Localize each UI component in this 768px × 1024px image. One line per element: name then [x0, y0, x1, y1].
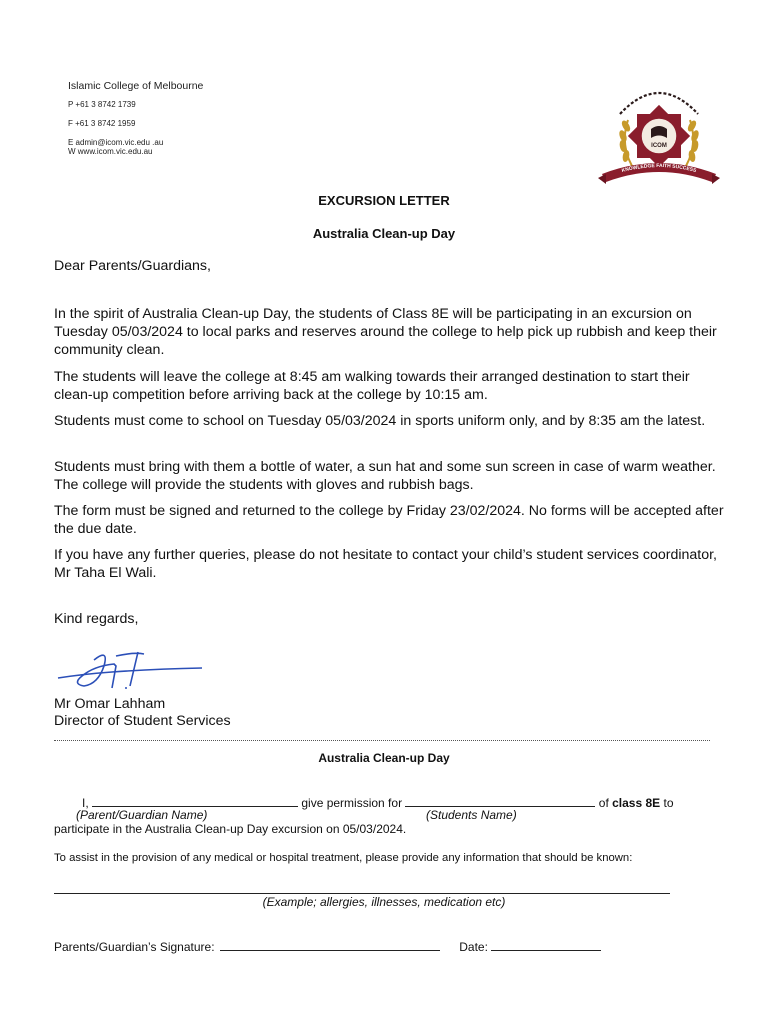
parent-name-field[interactable] — [92, 793, 298, 807]
parent-name-caption: (Parent/Guardian Name) — [76, 808, 208, 822]
class-label: class 8E — [612, 796, 661, 810]
phone-number: P +61 3 8742 1739 — [68, 100, 136, 109]
signature-field[interactable] — [220, 937, 440, 951]
of-label: of — [598, 796, 609, 810]
signer-title: Director of Student Services — [54, 713, 231, 729]
example-caption: (Example; allergies, illnesses, medication etc) — [262, 895, 506, 909]
letter-title: EXCURSION LETTER — [318, 193, 450, 208]
letter-subtitle: Australia Clean-up Day — [312, 226, 456, 241]
signature-row — [54, 937, 601, 954]
fax-number: F +61 3 8742 1959 — [68, 119, 136, 128]
signature-label: Parents/Guardian’s Signature: — [54, 940, 215, 954]
paragraph-schedule: The students will leave the college at 8:45 am walking towards their arranged destination to start their clean-up competition before arriving back at the college by 10:15 am. — [54, 369, 690, 403]
greeting: Dear Parents/Guardians, — [54, 258, 211, 274]
to-label: to — [663, 796, 674, 810]
closing: Kind regards, — [54, 611, 139, 627]
contact-block — [68, 80, 328, 156]
paragraph-intro: In the spirit of Australia Clean-up Day, the students of Class 8E will be participating in an excursion on Tuesday 05/03/2024 to local parks and reserves around the college to help pick up rubbish and keep their community clean. — [54, 306, 717, 358]
paragraph-deadline: The form must be signed and returned to the college by Friday 23/02/2024. No forms will be accepted after the due date. — [54, 503, 724, 537]
date-label: Date: — [459, 940, 488, 954]
paragraph-contact: If you have any further queries, please do not hesitate to contact your child’s student services coordinator, Mr Taha El Wali. — [54, 547, 717, 581]
medical-text: To assist in the provision of any medical or hospital treatment, please provide any information that should be known: — [54, 852, 633, 864]
school-name: Islamic College of Melbourne — [68, 80, 204, 92]
participate-text: participate in the Australia Clean-up Day excursion on 05/03/2024. — [54, 822, 407, 836]
date-field[interactable] — [491, 937, 601, 951]
college-crest-icon — [596, 74, 722, 186]
tear-off-divider — [54, 740, 710, 741]
form-title: Australia Clean-up Day — [318, 751, 450, 765]
i-label: I, — [82, 796, 89, 810]
student-name-caption: (Students Name) — [426, 808, 517, 822]
crest-center-text: ICOM — [651, 143, 667, 149]
give-permission-label: give permission for — [301, 796, 403, 810]
paragraph-uniform: Students must come to school on Tuesday 05/03/2024 in sports uniform only, and by 8:35 am the latest. — [54, 413, 706, 429]
college-logo — [596, 74, 722, 186]
signer-name: Mr Omar Lahham — [54, 696, 166, 712]
website-address: W www.icom.vic.edu.au — [68, 147, 153, 156]
signature-image — [54, 638, 214, 694]
email-address: E admin@icom.vic.edu .au — [68, 138, 164, 147]
paragraph-items: Students must bring with them a bottle of water, a sun hat and some sun screen in case of warm weather. The college will provide the students with gloves and rubbish bags. — [54, 459, 716, 493]
student-name-field[interactable] — [405, 793, 595, 807]
medical-info-field[interactable] — [54, 893, 670, 894]
crest-ribbon-text: KNOWLEDGE FAITH SUCCESS — [621, 162, 697, 175]
